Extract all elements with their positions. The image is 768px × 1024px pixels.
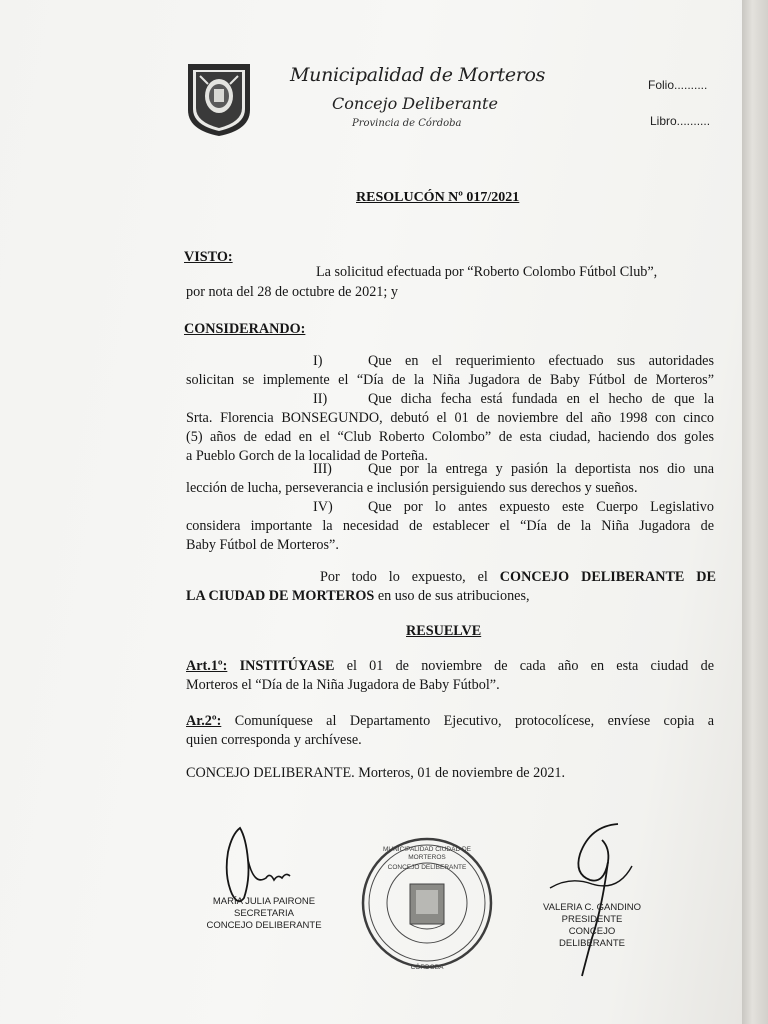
left-signer-name: MARÍA JULIA PAIRONE <box>212 896 316 907</box>
right-signature-icon <box>540 818 650 983</box>
seal-text-block <box>374 846 480 972</box>
resuelve-heading: RESUELVE <box>406 623 482 639</box>
por-todo-line-2 <box>186 587 530 606</box>
right-signer-name: VALERIA C. GANDINO <box>542 902 641 913</box>
item-line: lección de lucha, perseverancia e inclusión persiguiendo sus derechos y sueños. <box>186 480 638 496</box>
seal-top-text: MUNICIPALIDAD CIUDAD DE MORTEROS <box>382 846 471 861</box>
article-2-line-1 <box>186 712 714 731</box>
item-number: IV) <box>313 499 333 515</box>
municipality-name: Municipalidad de Morteros <box>290 64 546 86</box>
item-first-line: Que dicha fecha está fundada en el hecho de que la <box>368 391 714 407</box>
article-1-line-1 <box>186 657 714 676</box>
resolution-title: RESOLUCÓN Nº 017/2021 <box>356 190 520 205</box>
item-first-line: Que por la entrega y pasión la deportista nos dio una <box>368 461 714 477</box>
por-todo-bold-2: LA CIUDAD DE MORTEROS <box>186 588 375 604</box>
item-first-line: Que por lo antes expuesto este Cuerpo Legislativo <box>368 499 714 515</box>
item-line: a Pueblo Gorch de la localidad de Porteña. <box>186 448 428 464</box>
item-line: considera importante la necesidad de establecer el “Día de la Niña Jugadora de <box>186 518 714 534</box>
right-signature-block <box>540 902 644 950</box>
page-edge <box>742 0 768 1024</box>
left-signer-body: CONCEJO DELIBERANTE <box>206 920 322 931</box>
item-line: (5) años de edad en el “Club Roberto Colombo” de esta ciudad, haciendo dos goles <box>186 429 714 445</box>
article-label: Ar.2º: <box>186 713 222 729</box>
item-number: II) <box>313 391 328 407</box>
article-label: Art.1º: <box>186 658 228 674</box>
visto-line-2: por nota del 28 de octubre de 2021; y <box>186 284 398 300</box>
item-first-line: Que en el requerimiento efectuado sus autoridades <box>368 353 714 369</box>
item-line: Baby Fútbol de Morteros”. <box>186 537 339 553</box>
seal-bottom-text: CÓRDOBA <box>410 964 444 971</box>
right-signer-role: PRESIDENTE <box>561 914 623 925</box>
left-signer-role: SECRETARIA <box>233 908 294 919</box>
seal-inner-text: CONCEJO DELIBERANTE <box>387 864 467 871</box>
municipal-crest-icon <box>186 62 252 138</box>
right-signer-body: CONCEJO DELIBERANTE <box>559 926 625 949</box>
visto-line-1: La solicitud efectuada por “Roberto Colombo Fútbol Club”, <box>316 264 658 280</box>
article-text: Comuníquese al Departamento Ejecutivo, protocolícese, envíese copia a <box>221 713 714 729</box>
folio-field: Folio.......... <box>648 78 708 92</box>
libro-field: Libro.......... <box>650 114 711 128</box>
item-line: solicitan se implemente el “Día de la Niña Jugadora de Baby Fútbol de Morteros” <box>186 372 714 388</box>
article-1-line-2: Morteros el “Día de la Niña Jugadora de Baby Fútbol”. <box>186 677 500 693</box>
article-text: el 01 de noviembre de cada año en esta ciudad de <box>334 658 714 674</box>
article-bold-verb: INSTITÚYASE <box>239 658 335 674</box>
left-signature-block <box>206 896 322 932</box>
item-number: I) <box>313 353 323 369</box>
item-line: Srta. Florencia BONSEGUNDO, debutó el 01 de noviembre del año 1998 con cinco <box>186 410 714 426</box>
council-name: Concejo Deliberante <box>332 94 498 113</box>
item-number: III) <box>313 461 332 477</box>
visto-heading: VISTO: <box>184 249 233 265</box>
por-todo-intro: Por todo lo expuesto, el <box>320 569 500 585</box>
por-todo-bold-1: CONCEJO DELIBERANTE DE <box>499 569 716 585</box>
por-todo-rest: en uso de sus atribuciones, <box>374 588 530 604</box>
province-name: Provincia de Córdoba <box>352 118 462 129</box>
considerando-heading: CONSIDERANDO: <box>184 321 306 337</box>
por-todo-line-1 <box>320 568 716 587</box>
article-2-line-2: quien corresponda y archívese. <box>186 732 362 748</box>
closing-line: CONCEJO DELIBERANTE. Morteros, 01 de noviembre de 2021. <box>186 765 566 781</box>
